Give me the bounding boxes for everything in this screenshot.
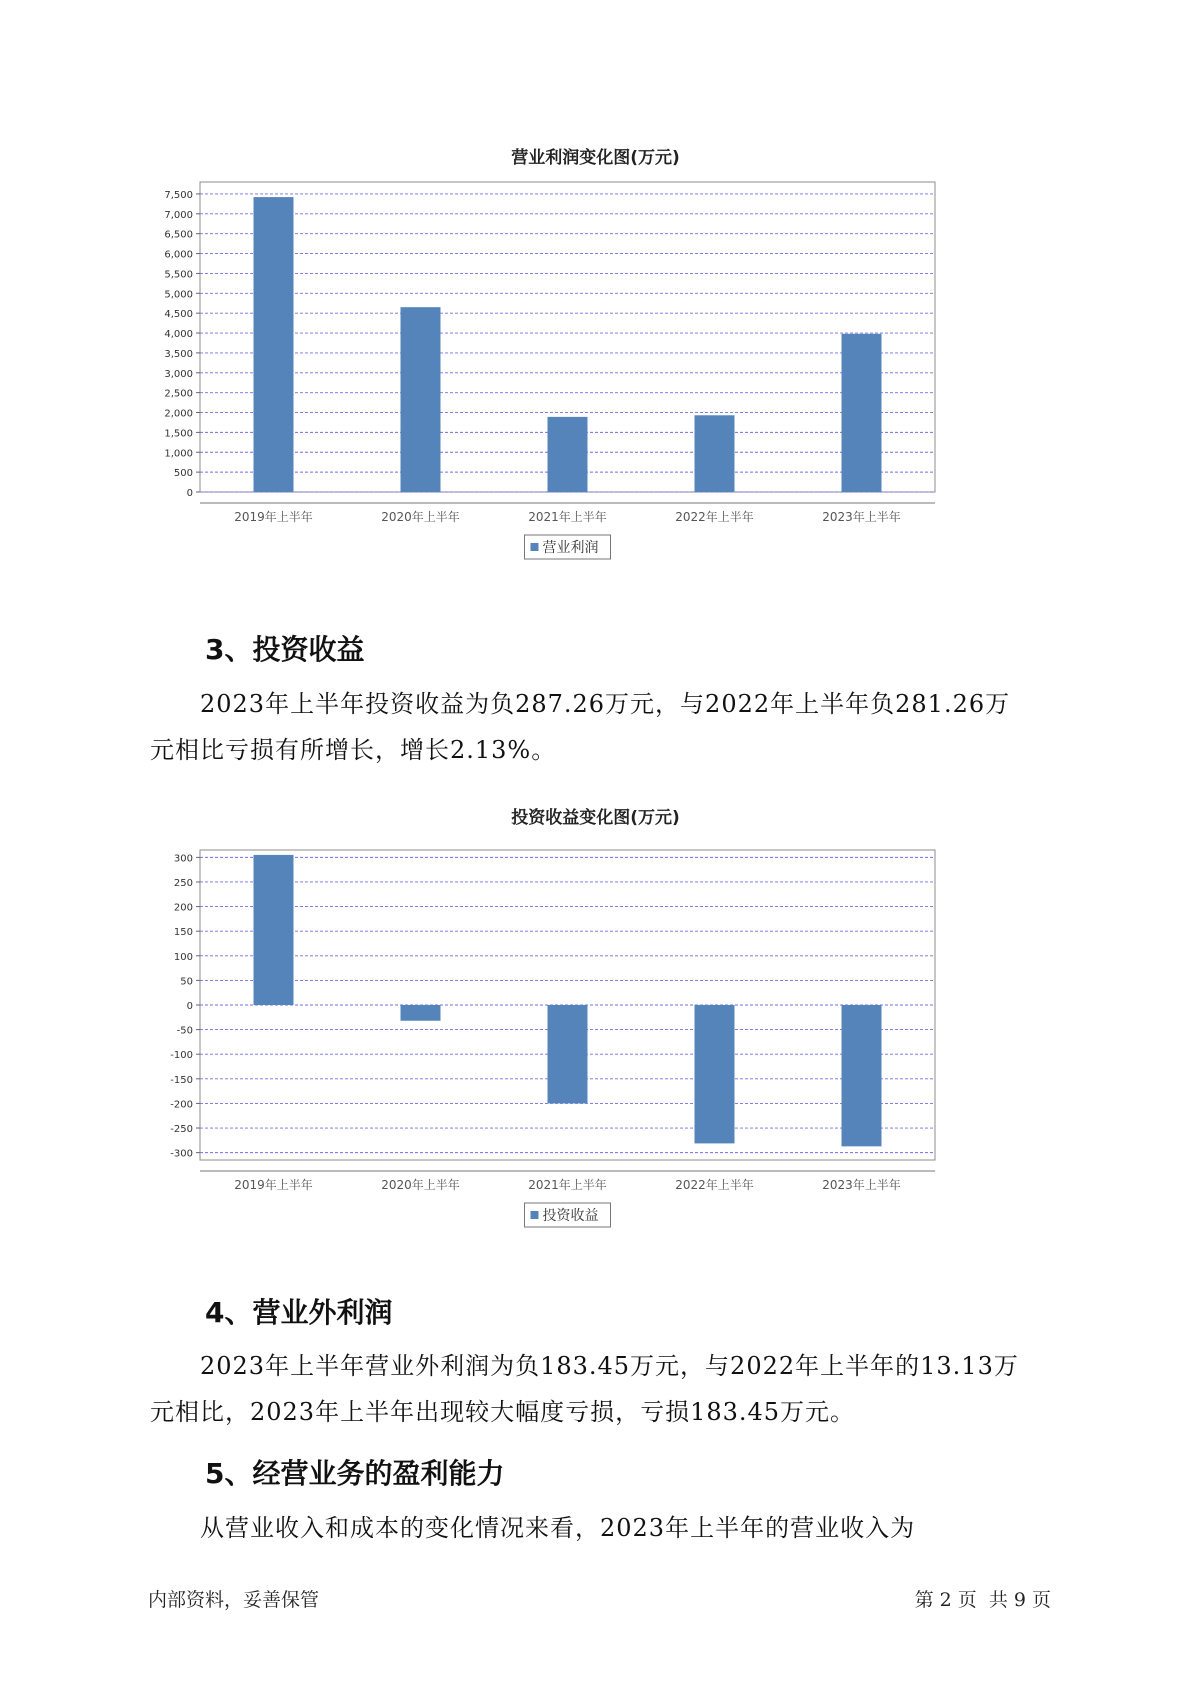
chart2-y-tick-label: 150 [173,927,193,939]
chart1-y-tick-label: 2,000 [164,408,193,420]
section-3-heading: 3、投资收益 [205,633,365,666]
chart1-y-tick-label: 7,000 [164,209,193,221]
chart1-legend-label: 营业利润 [542,540,599,556]
chart1-x-tick-label: 2023年上半年 [822,510,901,524]
chart1-bar [695,415,735,492]
chart1-y-tick-label: 6,000 [164,249,193,261]
chart2-y-tick-label: 250 [173,877,193,889]
chart1-x-tick-label: 2021年上半年 [528,510,607,524]
paragraph-line: 2023年上半年投资收益为负287.26万元，与2022年上半年负281.26万 [200,690,1011,718]
chart1-y-tick-label: 3,500 [164,348,193,360]
chart2-x-tick-label: 2019年上半年 [234,1178,313,1192]
paragraph-line: 2023年上半年营业外利润为负183.45万元，与2022年上半年的13.13万 [200,1352,1019,1380]
chart2-bar [401,1005,441,1021]
chart2-legend-swatch [531,1211,539,1219]
chart1-y-tick-label: 3,000 [164,368,193,380]
section-5-heading: 5、经营业务的盈利能力 [205,1457,505,1490]
chart2-bar [842,1005,882,1146]
chart2-y-tick-label: -150 [170,1074,193,1086]
chart2-x-tick-label: 2022年上半年 [675,1178,754,1192]
chart2-y-tick-label: 0 [186,1001,193,1012]
chart2-y-tick-label: 300 [173,853,193,865]
chart1-x-tick-label: 2022年上半年 [675,510,754,524]
chart2-x-tick-label: 2023年上半年 [822,1178,901,1192]
chart2-y-tick-label: -250 [170,1124,193,1136]
investment-income-chart [160,838,1020,1258]
chart1-y-tick-label: 7,500 [164,189,193,201]
chart1-y-tick-label: 1,000 [164,448,193,460]
chart1-y-tick-label: 0 [186,488,193,499]
chart1-y-tick-label: 500 [173,468,193,480]
chart2-bar [695,1005,735,1143]
chart2-y-tick-label: -300 [170,1148,193,1160]
chart2-y-tick-label: -200 [170,1099,193,1111]
chart2-y-tick-label: 200 [173,902,193,914]
section-4-heading: 4、营业外利润 [205,1296,393,1329]
chart2-y-tick-label: -50 [176,1025,193,1037]
chart1-title: 营业利润变化图(万元) [511,148,680,168]
chart1-y-tick-label: 4,000 [164,329,193,341]
section-5-paragraph [150,1505,1050,1551]
chart2-x-tick-label: 2020年上半年 [381,1178,460,1192]
section-3-paragraph [150,681,1050,773]
chart2-bar [548,1005,588,1103]
chart1-y-tick-label: 2,500 [164,388,193,400]
chart1-y-tick-label: 5,000 [164,289,193,301]
chart2-legend-label: 投资收益 [542,1208,599,1224]
paragraph-line: 元相比亏损有所增长，增长2.13%。 [150,736,557,764]
chart1-y-tick-label: 4,500 [164,309,193,321]
chart2-y-tick-label: -100 [170,1050,193,1062]
chart2-x-tick-label: 2021年上半年 [528,1178,607,1192]
chart1-bar [401,307,441,492]
chart1-x-tick-label: 2019年上半年 [234,510,313,524]
chart2-bar [254,855,294,1005]
chart1-y-tick-label: 1,500 [164,428,193,440]
chart1-bar [254,197,294,492]
footer-confidential-note: 内部资料，妥善保管 [148,1589,320,1611]
paragraph-line: 元相比，2023年上半年出现较大幅度亏损，亏损183.45万元。 [150,1398,856,1426]
chart1-legend-swatch [531,543,539,551]
chart1-x-tick-label: 2020年上半年 [381,510,460,524]
chart1-bar [842,334,882,492]
paragraph-line: 从营业收入和成本的变化情况来看，2023年上半年的营业收入为 [200,1514,916,1542]
chart2-title: 投资收益变化图(万元) [511,808,680,828]
chart2-y-tick-label: 50 [180,976,193,988]
chart2-y-tick-label: 100 [173,951,193,963]
section-4-paragraph [150,1343,1050,1435]
operating-profit-chart [160,170,1020,590]
chart1-bar [548,417,588,492]
footer-page-number: 第 2 页 共 9 页 [914,1589,1051,1611]
chart1-y-tick-label: 5,500 [164,269,193,281]
chart1-y-tick-label: 6,500 [164,229,193,241]
